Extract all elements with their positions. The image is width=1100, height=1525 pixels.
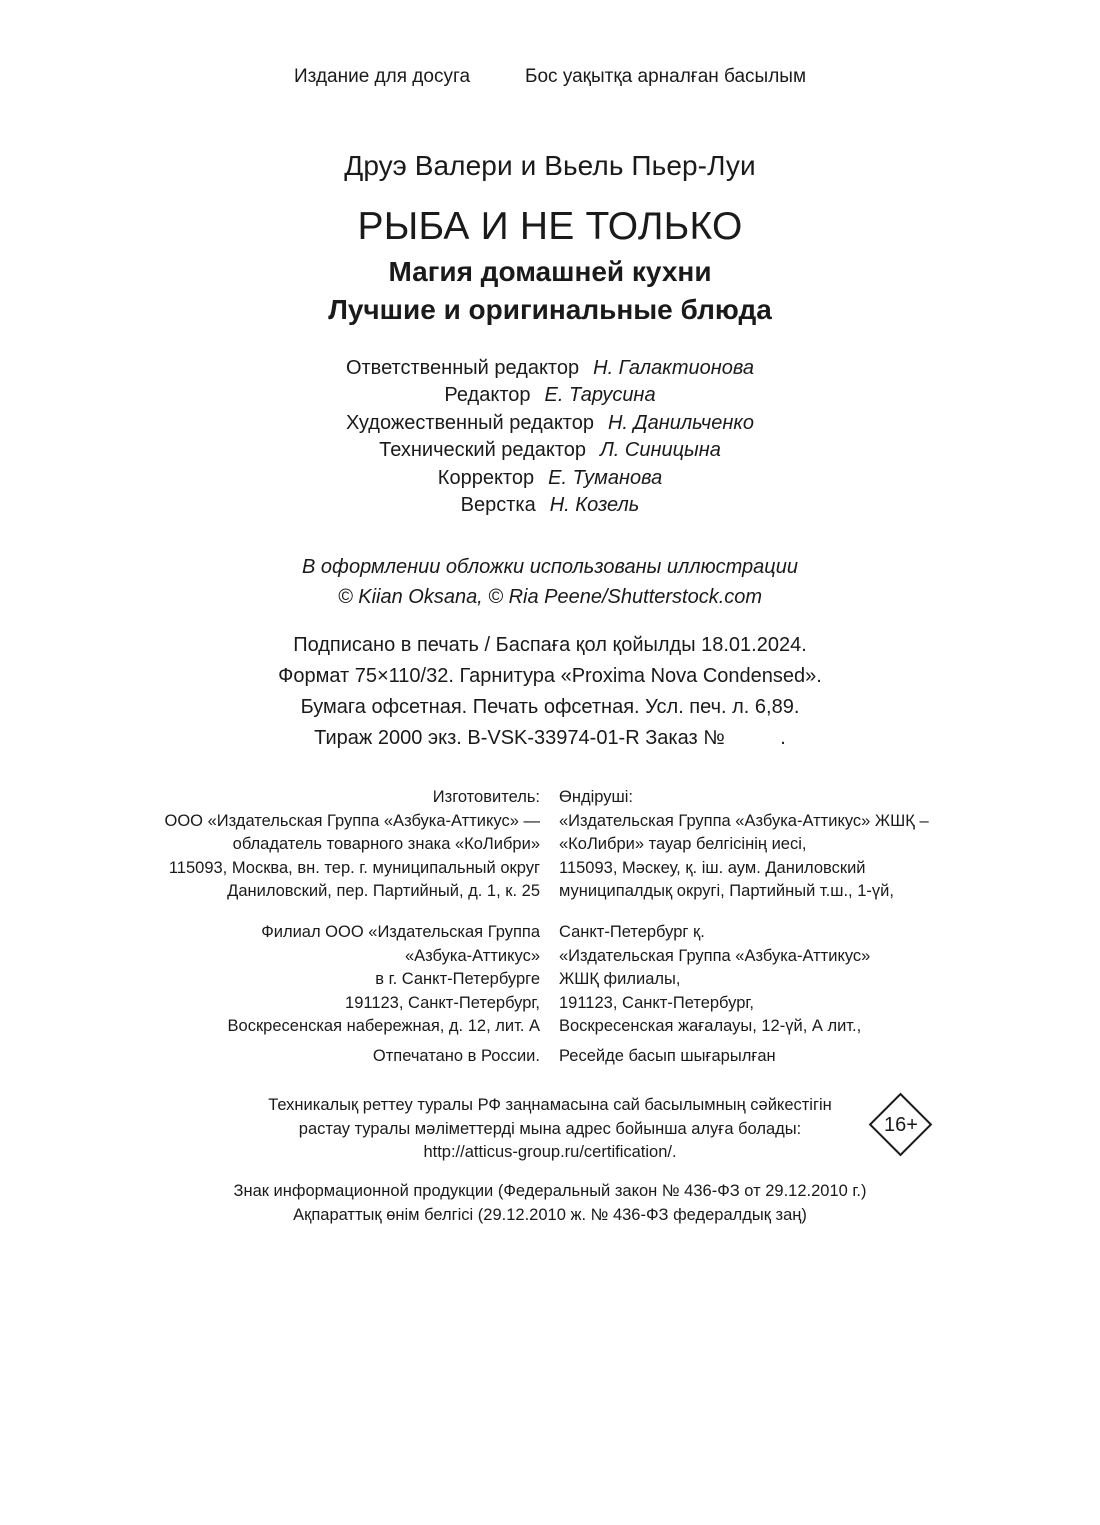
credit-line <box>0 356 1100 380</box>
imprint-line: Формат 75×110/32. Гарнитура «Proxima Nova Condensed». <box>278 665 822 687</box>
credit-role: Корректор <box>437 467 535 489</box>
branch-ru-line: «Азбука-Аттикус» <box>404 946 540 965</box>
manufacturer-ru-line: Даниловский, пер. Партийный, д. 1, к. 25 <box>227 882 540 900</box>
credit-name: Н. Галактионова <box>593 357 755 379</box>
branch-kz-line: «Издательская Группа «Азбука-Аттикус» <box>559 946 871 965</box>
book-authors: Друэ Валери и Вьель Пьер-Луи <box>344 150 756 181</box>
printed-in-kz <box>559 1045 776 1069</box>
branch-kz-line: Санкт-Петербург қ. <box>559 923 705 941</box>
manufacturer-ru-line: Изготовитель: <box>432 788 540 806</box>
printed-in-ru-line: Отпечатано в России. <box>372 1047 540 1065</box>
credit-line <box>0 493 1100 517</box>
age-rating-badge <box>868 1092 934 1158</box>
credit-line <box>0 383 1100 407</box>
book-subtitle: Лучшие и оригинальные блюда <box>328 294 772 325</box>
branch-ru-line: Воскресенская набережная, д. 12, лит. А <box>227 1017 540 1035</box>
certification-url: http://atticus-group.ru/certification/. <box>423 1143 677 1161</box>
book-subtitle: Магия домашней кухни <box>388 256 712 287</box>
certification-line: Техникалық реттеу туралы РФ заңнамасына сай басылымның сәйкестігін <box>268 1096 832 1114</box>
manufacturer-kz <box>559 786 929 904</box>
printed-in-ru <box>373 1045 540 1069</box>
credit-line <box>0 466 1100 490</box>
credit-line <box>0 411 1100 435</box>
manufacturer-ru-line: ООО «Издательская Группа «Азбука-Аттикус» — <box>164 811 540 830</box>
manufacturer-ru-line: обладатель товарного знака «КоЛибри» <box>232 835 540 853</box>
branch-ru <box>228 921 540 1039</box>
manufacturer-kz-line: 115093, Мәскеу, қ. іш. аум. Даниловский <box>559 858 866 877</box>
branch-kz-line: Воскресенская жағалауы, 12-үй, А лит., <box>559 1017 862 1035</box>
credit-role: Верстка <box>460 494 536 516</box>
imprint-line: Тираж 2000 экз. B-VSK-33974-01-R Заказ № . <box>314 727 786 749</box>
cover-illustration-credit: © Kiian Oksana, © Ria Peene/Shutterstock.com <box>337 586 763 608</box>
credit-name: Н. Козель <box>549 494 640 516</box>
credit-line <box>0 438 1100 462</box>
credit-name: Е. Тарусина <box>544 384 656 406</box>
branch-ru-line: 191123, Санкт-Петербург, <box>345 993 540 1012</box>
info-sign-kz: Ақпараттық өнім белгісі (29.12.2010 ж. № 436-ФЗ федералдық заң) <box>293 1206 807 1224</box>
credit-name: Л. Синицына <box>600 439 721 461</box>
credit-role: Редактор <box>444 384 531 406</box>
manufacturer-ru-line: 115093, Москва, вн. тер. г. муниципальный округ <box>168 858 540 877</box>
credit-role: Художественный редактор <box>346 412 594 434</box>
credit-name: Н. Данильченко <box>607 412 754 434</box>
certification-note <box>220 1094 880 1165</box>
manufacturer-kz-line: «КоЛибри» тауар белгісінің иесі, <box>559 835 807 853</box>
book-title: РЫБА И НЕ ТОЛЬКО <box>357 205 743 248</box>
certification-line: растау туралы мәліметтерді мына адрес бойынша алуға болады: <box>298 1119 802 1138</box>
branch-ru-line: Филиал ООО «Издательская Группа <box>261 923 540 941</box>
manufacturer-kz-line: Өндіруші: <box>559 788 633 806</box>
branch-kz <box>559 921 870 1039</box>
info-sign-ru: Знак информационной продукции (Федеральный закон № 436-ФЗ от 29.12.2010 г.) <box>233 1182 867 1200</box>
credit-role: Ответственный редактор <box>345 357 580 379</box>
header-leisure-kz: Бос уақытқа арналған басылым <box>525 66 807 87</box>
branch-ru-line: в г. Санкт-Петербурге <box>375 970 540 988</box>
printed-in-kz-line: Ресейде басып шығарылған <box>559 1047 776 1065</box>
cover-illustration-note: В оформлении обложки использованы иллюстрации <box>302 556 798 578</box>
manufacturer-kz-line: муниципалдық округі, Партийный т.ш., 1-үй, <box>559 882 894 900</box>
manufacturer-ru <box>164 786 540 904</box>
imprint-line: Бумага офсетная. Печать офсетная. Усл. печ. л. 6,89. <box>300 696 800 718</box>
branch-kz-line: 191123, Санкт-Петербург, <box>559 993 754 1012</box>
manufacturer-kz-line: «Издательская Группа «Азбука-Аттикус» ЖШҚ – <box>559 811 929 830</box>
age-rating-label: 16+ <box>884 1114 918 1136</box>
credit-name: Е. Туманова <box>548 467 663 489</box>
branch-kz-line: ЖШҚ филиалы, <box>559 970 681 988</box>
header-leisure-ru: Издание для досуга <box>294 66 471 87</box>
imprint-line: Подписано в печать / Баспаға қол қойылды 18.01.2024. <box>293 634 807 656</box>
credit-role: Технический редактор <box>379 439 587 461</box>
